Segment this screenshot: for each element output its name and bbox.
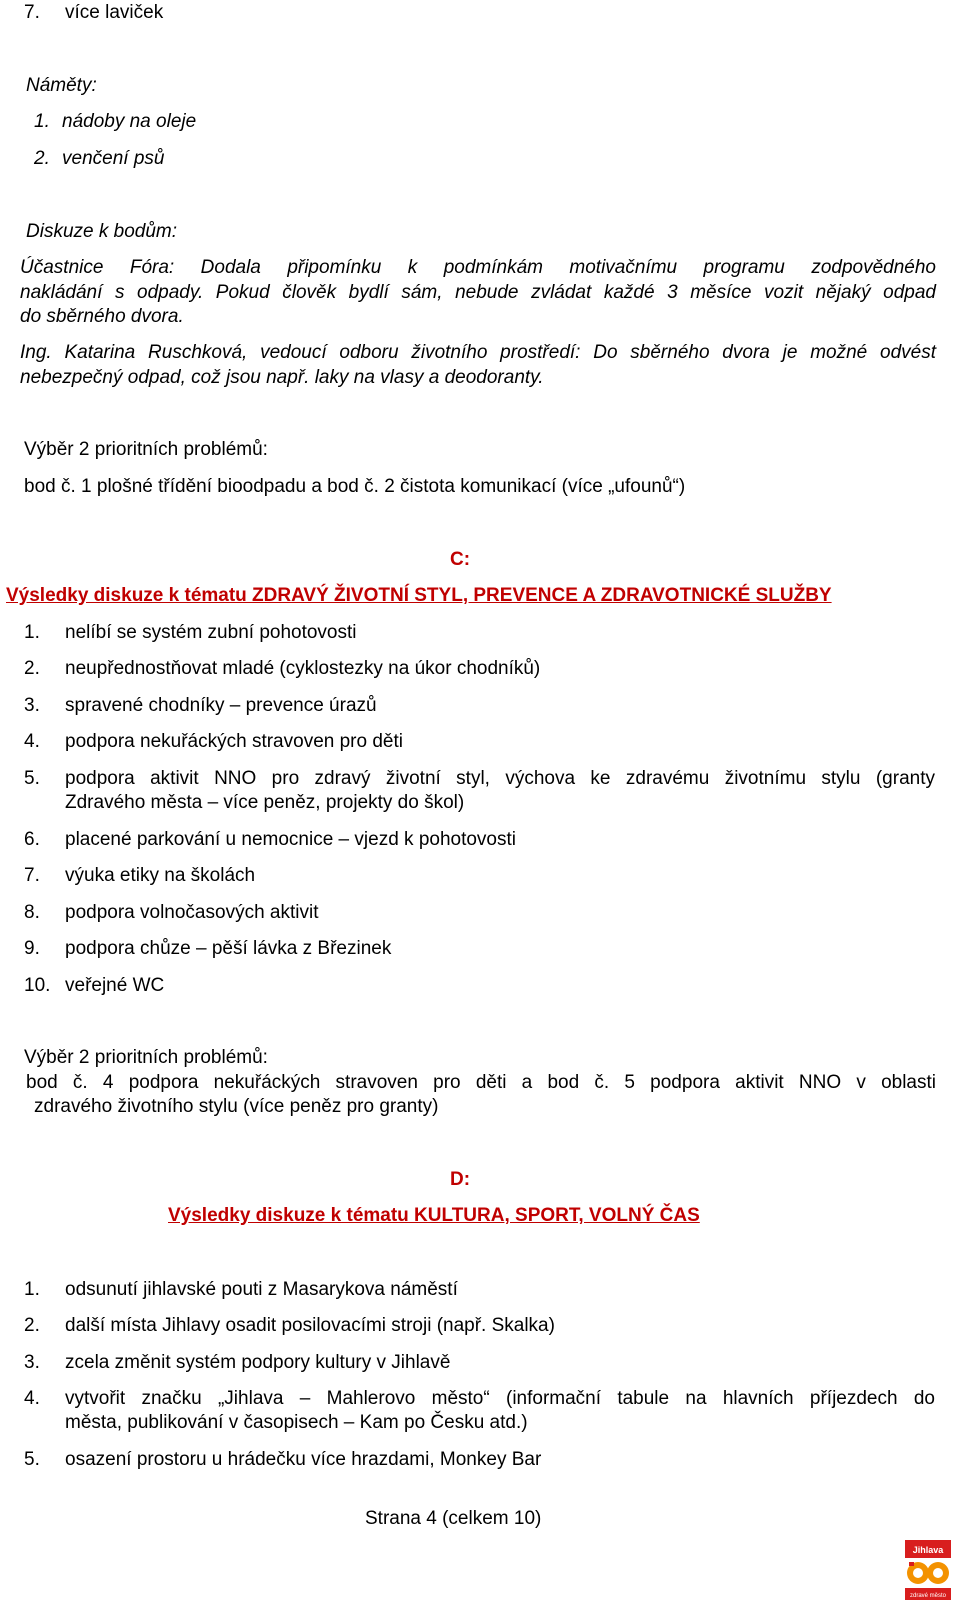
list-number: 9. <box>24 938 40 959</box>
namety-heading: Náměty: <box>26 75 97 96</box>
section-c-letter: C: <box>450 549 471 570</box>
diskuze-paragraph-2-line-1: Ing. Katarina Ruschková, vedoucí odboru životního prostředí: Do sběrného dvora je možné odvést <box>20 342 936 363</box>
list-number: 6. <box>24 829 40 850</box>
diskuze-paragraph-2-line-2: nebezpečný odpad, což jsou např. laky na vlasy a deodoranty. <box>20 367 544 388</box>
section-c-vyber-line-2: zdravého životního stylu (více peněz pro granty) <box>34 1096 439 1117</box>
namety-number-1: 1. <box>34 111 50 132</box>
list-text: více laviček <box>65 2 164 23</box>
jihlava-healthy-city-logo <box>905 1540 951 1600</box>
list-text: placené parkování u nemocnice – vjezd k pohotovosti <box>65 829 516 850</box>
diskuze-paragraph-1-line-3: do sběrného dvora. <box>20 306 184 327</box>
list-number: 7. <box>24 2 40 23</box>
list-text: další místa Jihlavy osadit posilovacími stroji (např. Skalka) <box>65 1315 555 1336</box>
list-number: 1. <box>24 622 40 643</box>
list-number: 5. <box>24 768 40 789</box>
list-text: nelíbí se systém zubní pohotovosti <box>65 622 357 643</box>
list-number: 2. <box>24 1315 40 1336</box>
list-text-continued: města, publikování v časopisech – Kam po Česku atd.) <box>65 1412 528 1433</box>
list-number: 8. <box>24 902 40 923</box>
diskuze-heading: Diskuze k bodům: <box>26 221 178 242</box>
diskuze-paragraph-1-line-2: nakládání s odpady. Pokud člověk bydlí sám, nebude zvládat každé 3 měsíce vozit nějaký odpad <box>20 282 936 303</box>
list-text: výuka etiky na školách <box>65 865 256 886</box>
list-text: vytvořit značku „Jihlava – Mahlerovo město“ (informační tabule na hlavních příjezdech do <box>65 1388 935 1409</box>
list-number: 4. <box>24 1388 40 1409</box>
list-number: 3. <box>24 1352 40 1373</box>
list-text: zcela změnit systém podpory kultury v Jihlavě <box>65 1352 451 1373</box>
namety-text-1: nádoby na oleje <box>62 111 197 132</box>
list-text: spravené chodníky – prevence úrazů <box>65 695 377 716</box>
list-text-continued: Zdravého města – více peněz, projekty do škol) <box>65 792 465 813</box>
list-number: 5. <box>24 1449 40 1470</box>
list-text: veřejné WC <box>65 975 165 996</box>
list-text: podpora nekuřáckých stravoven pro děti <box>65 731 403 752</box>
section-d-letter: D: <box>450 1169 471 1190</box>
list-number: 3. <box>24 695 40 716</box>
list-text: neupřednostňovat mladé (cyklostezky na úkor chodníků) <box>65 658 541 679</box>
logo-caption: zdravé město <box>909 1593 947 1599</box>
list-text: podpora volnočasových aktivit <box>65 902 319 923</box>
section-d-title: Výsledky diskuze k tématu KULTURA, SPORT, VOLNÝ ČAS <box>168 1205 700 1226</box>
vyber-text: bod č. 1 plošné třídění bioodpadu a bod č. 2 čistota komunikací (více „ufounů“) <box>24 476 686 497</box>
list-number: 10. <box>24 975 51 996</box>
list-text: podpora aktivit NNO pro zdravý životní styl, výchova ke zdravému životnímu stylu (granty <box>65 768 935 789</box>
list-number: 1. <box>24 1279 40 1300</box>
page-number: Strana 4 (celkem 10) <box>365 1508 542 1529</box>
list-text: podpora chůze – pěší lávka z Březinek <box>65 938 392 959</box>
diskuze-paragraph-1-line-1: Účastnice Fóra: Dodala připomínku k podmínkám motivačnímu programu zodpovědného <box>20 257 936 278</box>
namety-text-2: venčení psů <box>62 148 165 169</box>
section-c-vyber-heading: Výběr 2 prioritních problémů: <box>24 1047 268 1068</box>
list-text: osazení prostoru u hrádečku více hrazdami, Monkey Bar <box>65 1449 542 1470</box>
list-text: odsunutí jihlavské pouti z Masarykova náměstí <box>65 1279 458 1300</box>
list-number: 2. <box>24 658 40 679</box>
list-number: 7. <box>24 865 40 886</box>
namety-number-2: 2. <box>34 148 50 169</box>
logo-text: Jihlava <box>912 1545 944 1555</box>
section-c-vyber-line-1: bod č. 4 podpora nekuřáckých stravoven pro děti a bod č. 5 podpora aktivit NNO v oblasti <box>26 1072 936 1093</box>
section-c-title: Výsledky diskuze k tématu ZDRAVÝ ŽIVOTNÍ STYL, PREVENCE A ZDRAVOTNICKÉ SLUŽBY <box>6 585 832 606</box>
vyber-heading: Výběr 2 prioritních problémů: <box>24 439 268 460</box>
list-number: 4. <box>24 731 40 752</box>
